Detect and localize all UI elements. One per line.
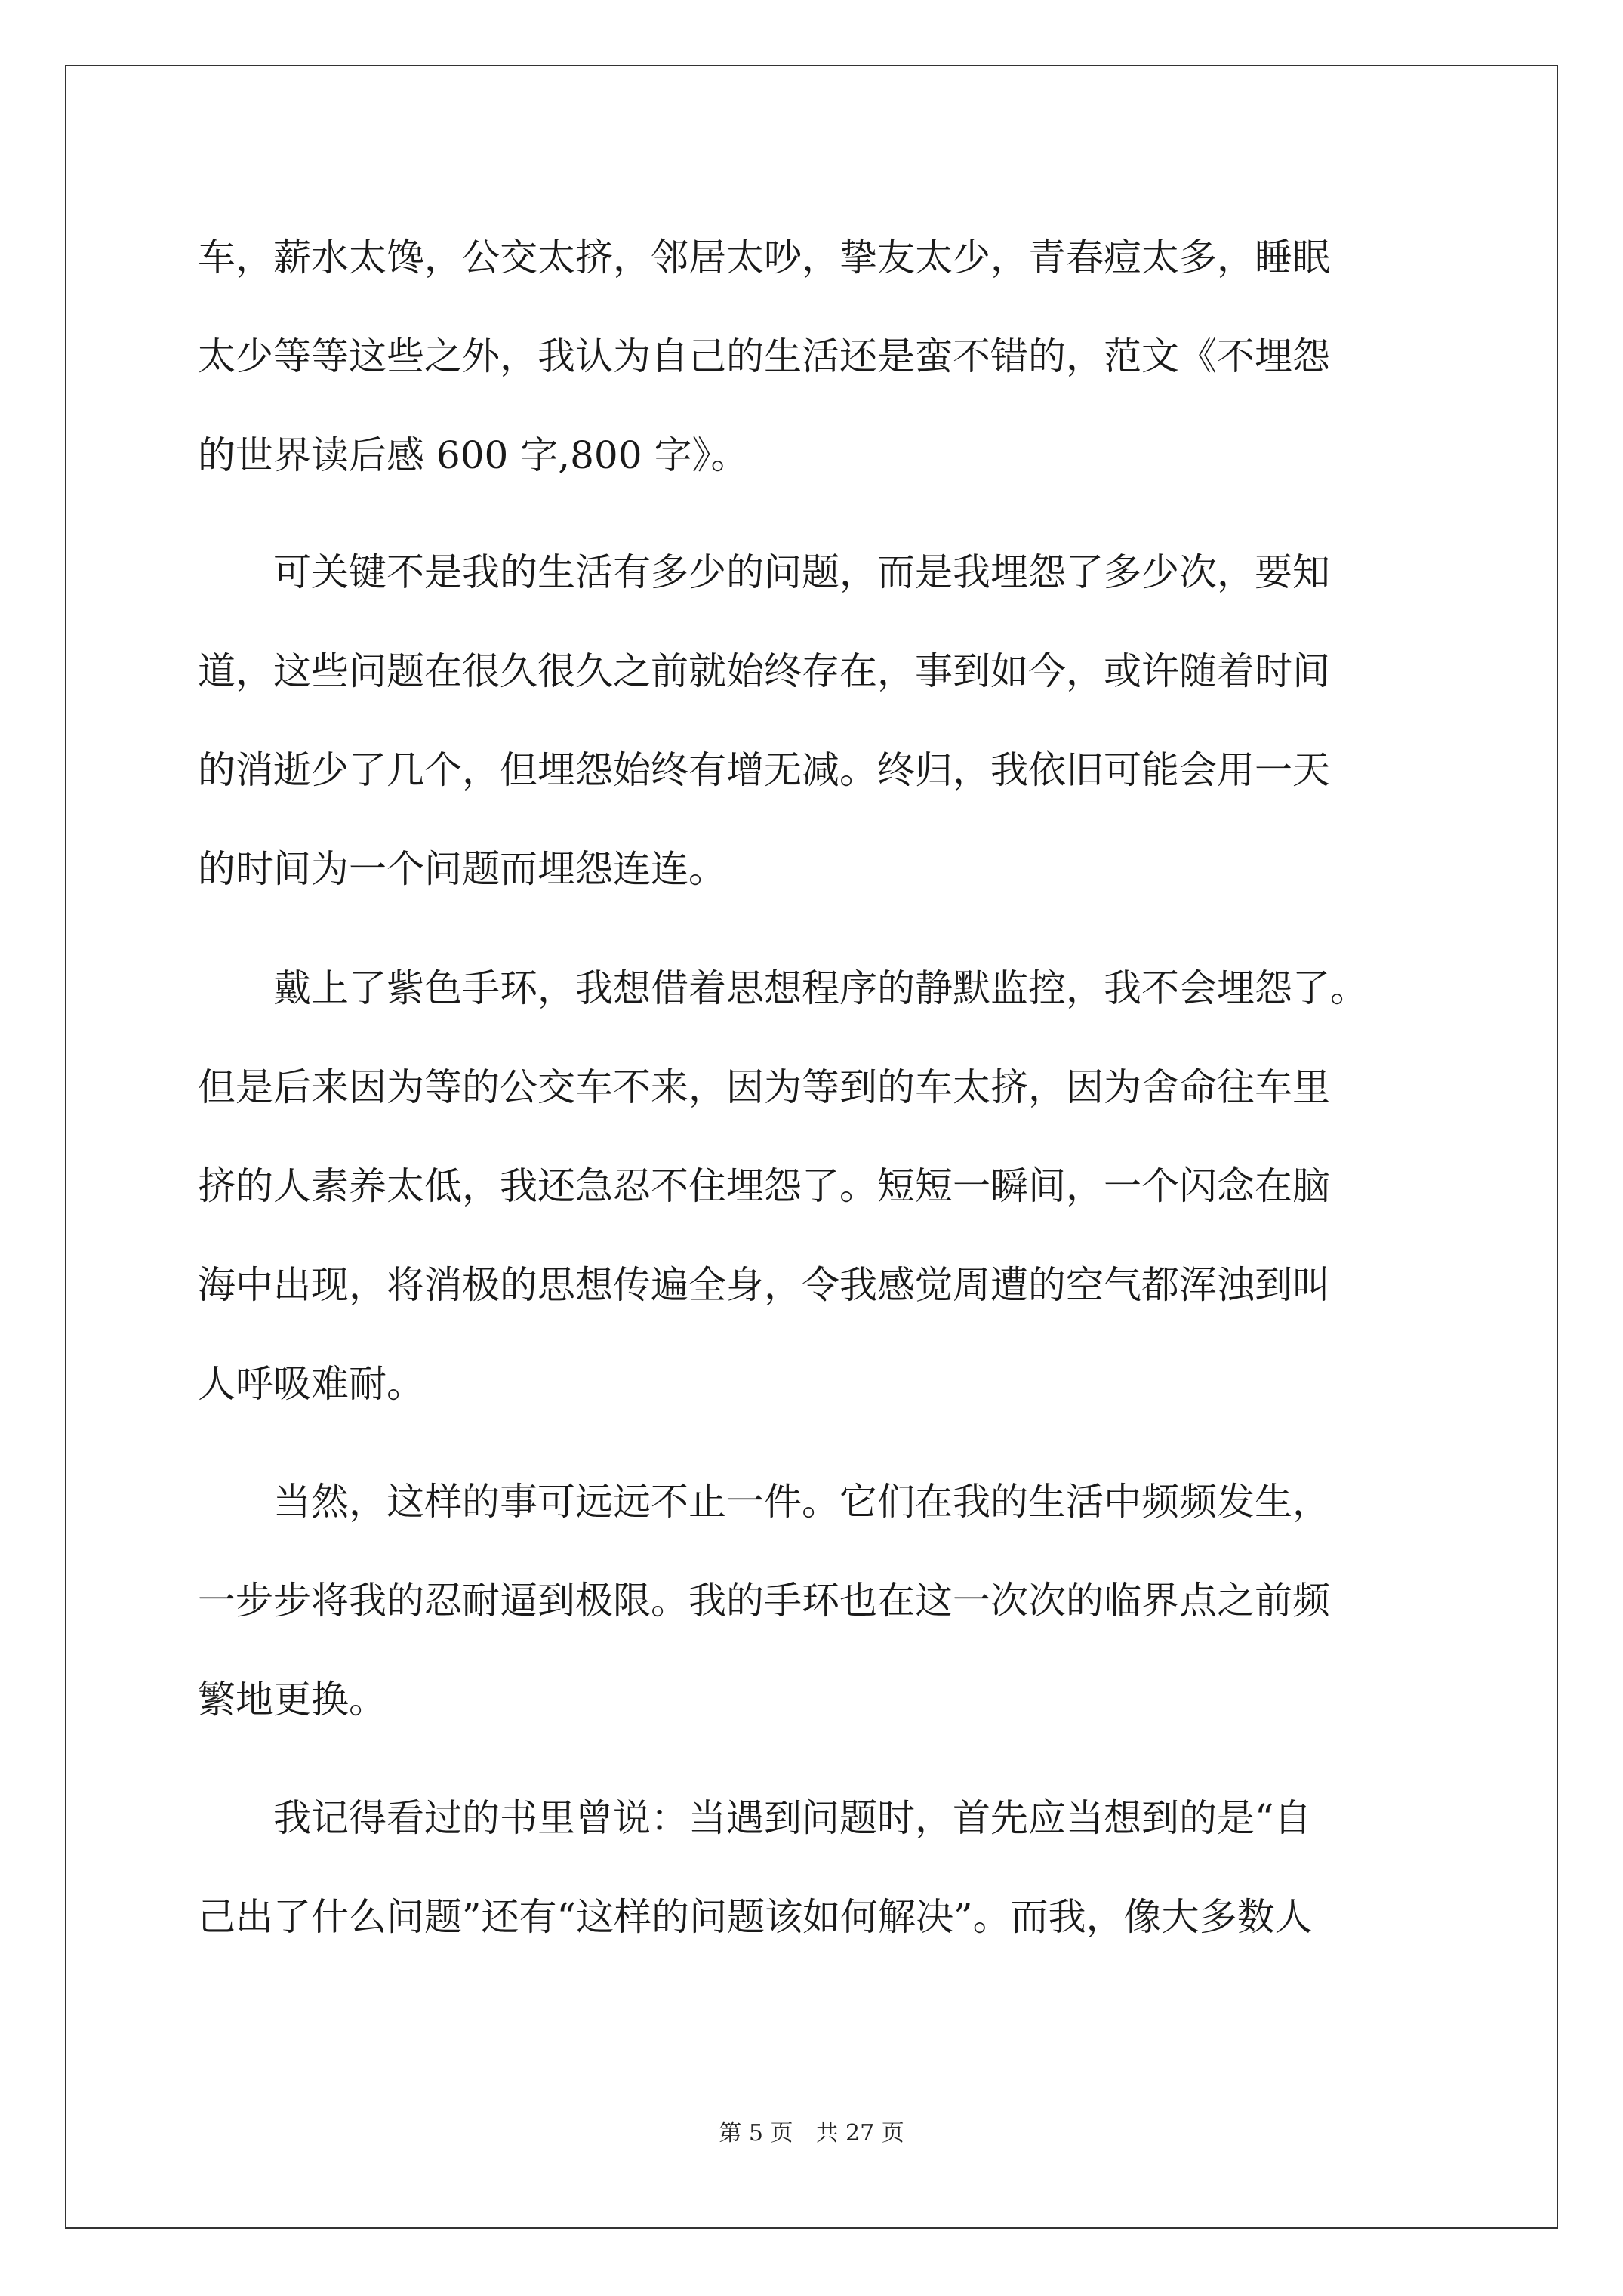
- text-line: 的世界读后感 600 字,800 字》。: [198, 433, 749, 477]
- text-line: 海中出现，将消极的思想传遍全身，令我感觉周遭的空气都浑浊到叫: [198, 1263, 1330, 1307]
- text-line: 戴上了紫色手环，我想借着思想程序的静默监控，我不会埋怨了。: [198, 966, 1368, 1010]
- text-line: 人呼吸难耐。: [198, 1362, 424, 1406]
- text-line: 的时间为一个问题而埋怨连连。: [198, 847, 726, 891]
- text-line: 当然，这样的事可远远不止一件。它们在我的生活中频频发生，: [198, 1480, 1330, 1524]
- text-line: 己出了什么问题”还有“这样的问题该如何解决”。而我，像大多数人: [198, 1895, 1313, 1939]
- text-line: 一步步将我的忍耐逼到极限。我的手环也在这一次次的临界点之前频: [198, 1579, 1330, 1623]
- text-line: 太少等等这些之外，我认为自己的生活还是蛮不错的，范文《不埋怨: [198, 334, 1330, 378]
- text-line: 可关键不是我的生活有多少的问题，而是我埋怨了多少次，要知: [198, 550, 1330, 594]
- text-line: 的消逝少了几个，但埋怨始终有增无减。终归，我依旧可能会用一天: [198, 748, 1330, 792]
- text-line: 我记得看过的书里曾说：当遇到问题时，首先应当想到的是“自: [198, 1796, 1312, 1840]
- page-number: 第 5 页 共 27 页: [719, 2120, 904, 2147]
- text-line: 挤的人素养太低，我还急忍不住埋怨了。短短一瞬间，一个闪念在脑: [198, 1164, 1330, 1208]
- text-line: 道，这些问题在很久很久之前就始终存在，事到如今，或许随着时间: [198, 649, 1330, 693]
- text-line: 繁地更换。: [198, 1678, 387, 1721]
- text-line: 车，薪水太馋，公交太挤，邻居太吵，挚友太少，青春痘太多，睡眠: [198, 236, 1330, 279]
- text-line: 但是后来因为等的公交车不来，因为等到的车太挤，因为舍命往车里: [198, 1065, 1330, 1109]
